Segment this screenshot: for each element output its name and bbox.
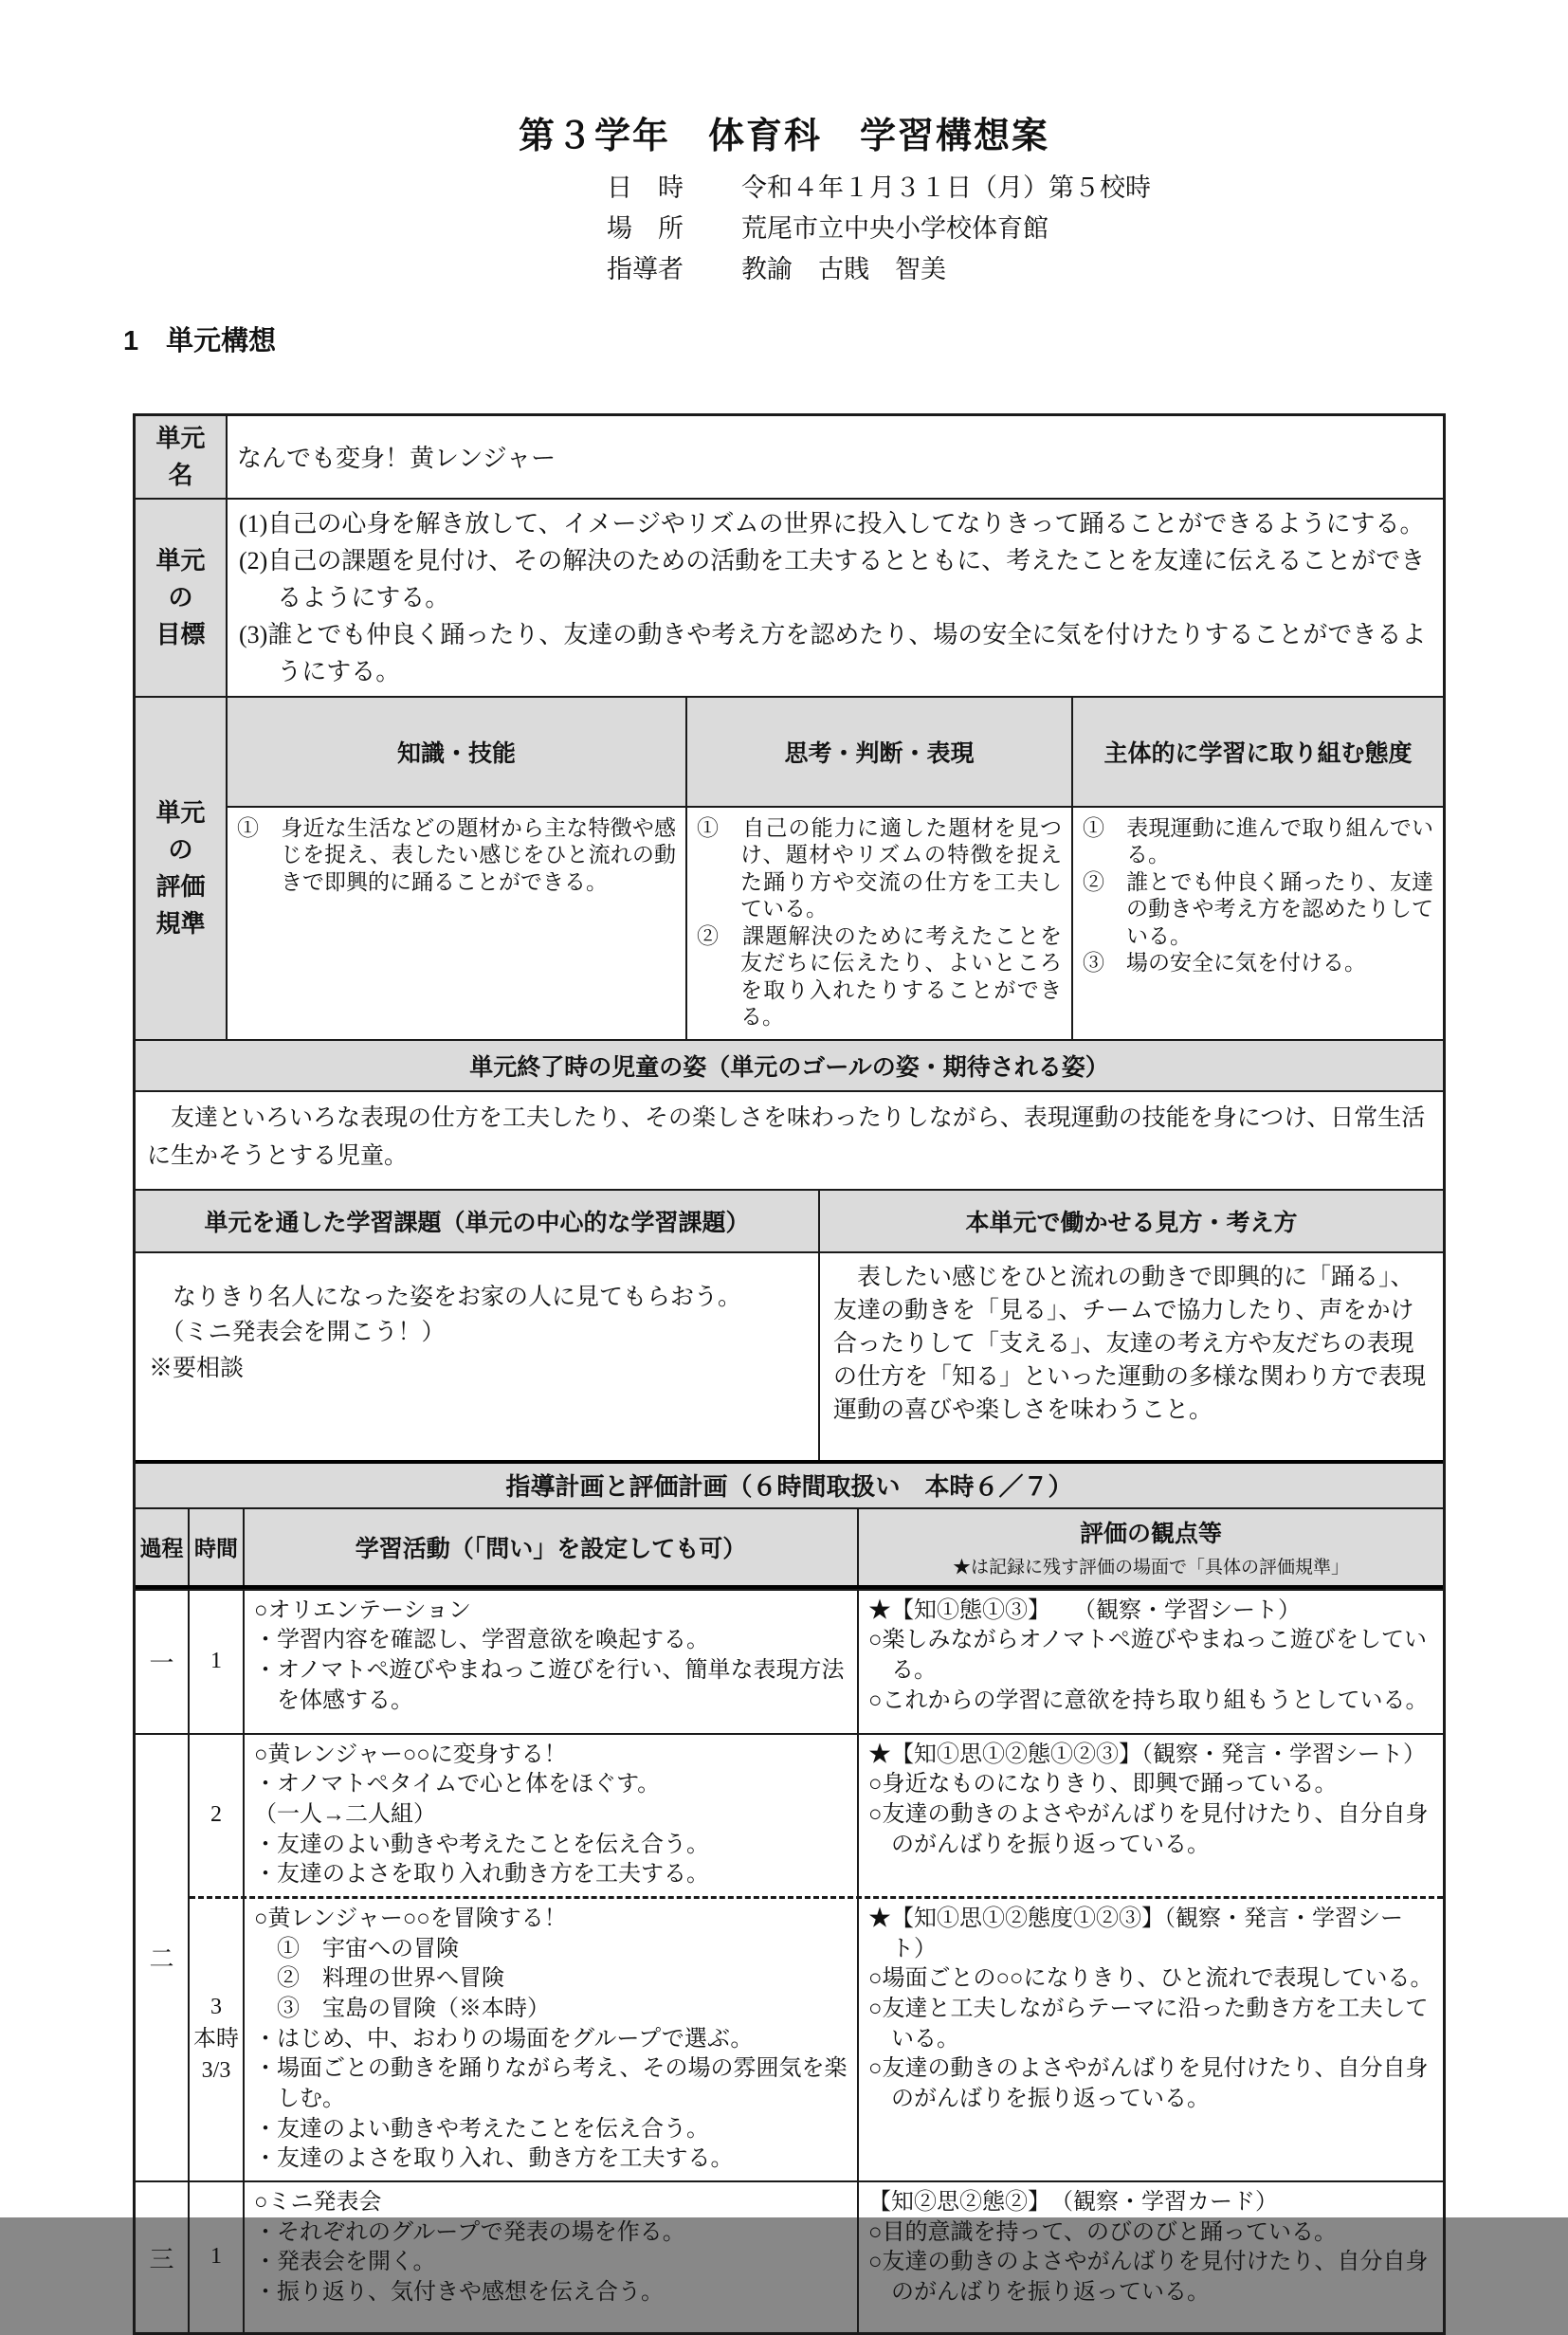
text-line: (2)自己の課題を見付け、その解決のための活動を工夫するとともに、考えたことを友達に伝えることができるようにする。 — [239, 546, 1426, 611]
text-line: 規準 — [155, 908, 206, 938]
text-line: ○友達の動きのよさやがんばりを見付けたり、自分自身のがんばりを振り返っている。 — [868, 2250, 1429, 2306]
plan-header-process: 過程 — [136, 1509, 190, 1585]
plan-row-1-evaluation — [859, 1591, 1443, 1733]
info-value-instructor: 教諭 古賎 智美 — [741, 255, 946, 284]
plan-row-2b-activity — [245, 1899, 859, 2180]
criteria-label — [136, 698, 228, 1039]
task-header: 単元を通した学習課題（単元の中心的な学習課題） — [136, 1191, 818, 1253]
text-line: ① 身近な生活などの題材から主な特徴や感じを捉え、表したい感じをひと流れの動きで即興的に踊ることができる。 — [237, 815, 676, 894]
info-line-instructor — [607, 249, 1568, 290]
text-line: （一人→二人組） — [254, 1802, 436, 1828]
plan-row-2a-evaluation — [859, 1735, 1443, 1896]
plan-header-row — [136, 1507, 1443, 1589]
criteria-bodies — [228, 808, 1443, 1039]
text-line: ・オノマトペタイムで心と体をほぐす。 — [254, 1772, 661, 1797]
plan-row-3-evaluation — [859, 2182, 1443, 2332]
text-line: ・友達のよさを取り入れ、動き方を工夫する。 — [254, 2146, 734, 2172]
text-line: 3/3 — [201, 2058, 231, 2084]
page-title: 第３学年 体育科 学習構想案 — [518, 117, 1049, 156]
criteria-header-thinking: 思考・判断・表現 — [687, 698, 1073, 806]
perspective-header: 本単元で働かせる見方・考え方 — [820, 1191, 1443, 1253]
text-line: ・発表会を開く。 — [254, 2250, 436, 2275]
plan-row-2b — [190, 1896, 1443, 2180]
text-line: ○身近なものになりきり、即興で踊っている。 — [868, 1772, 1338, 1797]
criteria-body-thinking — [687, 808, 1073, 1039]
text-line: ・友達のよい動きや考えたことを伝え合う。 — [254, 1832, 709, 1857]
text-line: (1)自己の心身を解き放して、イメージやリズムの世界に投入してなりきって踊ることができるようにする。 — [239, 509, 1425, 538]
unit-name-value: なんでも変身！黄レンジャー — [237, 445, 556, 473]
text-line: ○黄レンジャー○○に変身する！ — [254, 1742, 567, 1767]
text-line: ○ミニ発表会 — [254, 2190, 382, 2216]
info-value-datetime: 令和４年１月３１日（月）第５校時 — [741, 173, 1151, 202]
criteria-grid — [228, 698, 1443, 1039]
plan-row-2 — [136, 1733, 1443, 2180]
criteria-body-attitude — [1073, 808, 1443, 1039]
text-line: ★【知①態①③】 （観察・学習シート） — [868, 1597, 1301, 1623]
task-body — [136, 1253, 818, 1460]
plan-row-2-subrows — [190, 1735, 1443, 2180]
criteria-header-attitude: 主体的に学習に取り組む態度 — [1073, 698, 1443, 806]
text-line: ○友達の動きのよさやがんばりを見付けたり、自分自身のがんばりを振り返っている。 — [868, 1802, 1429, 1857]
text-line: ② 誰とでも仲良く踊ったり、友達の動きや考え方を認めたりしている。 — [1083, 869, 1433, 948]
info-line-datetime — [607, 168, 1568, 209]
text-line: ③ 場の安全に気を付ける。 — [1083, 951, 1366, 976]
unit-goal-label — [136, 500, 228, 696]
criteria-header-knowledge: 知識・技能 — [228, 698, 687, 806]
info-line-place — [607, 209, 1568, 249]
text-line: ・はじめ、中、おわりの場面をグループで選ぶ。 — [254, 2026, 754, 2052]
plan-header-time: 時間 — [190, 1509, 245, 1585]
plan-row-3-activity — [245, 2182, 859, 2332]
goal-image-header: 単元終了時の児童の姿（単元のゴールの姿・期待される姿） — [136, 1041, 1443, 1090]
text-line: ・友達のよさを取り入れ動き方を工夫する。 — [254, 1862, 709, 1888]
text-line: ★【知①思①②態度①②③】（観察・発言・学習シート） — [868, 1906, 1403, 1961]
text-line: 2 — [210, 1802, 222, 1828]
info-label-place: 場 所 — [607, 214, 684, 244]
text-line: ○これからの学習に意欲を持ち取り組もうとしている。 — [868, 1687, 1429, 1713]
unit-plan-table — [133, 413, 1446, 2335]
text-line: ・オノマトペ遊びやまねっこ遊びを行い、簡単な表現方法を体感する。 — [254, 1658, 845, 1713]
text-line: 1 — [210, 1648, 222, 1673]
criteria-body-knowledge — [228, 808, 687, 1039]
plan-row-3-time — [190, 2182, 245, 2332]
plan-header-evaluation-title: 評価の観点等 — [1079, 1521, 1222, 1548]
text-line: ○オリエンテーション — [254, 1597, 472, 1623]
text-line: ○楽しみながらオノマトペ遊びやまねっこ遊びをしている。 — [868, 1628, 1428, 1684]
plan-row-2a-activity — [245, 1735, 859, 1896]
text-line: ○友達の動きのよさやがんばりを見付けたり、自分自身のがんばりを振り返っている。 — [868, 2056, 1429, 2112]
text-line: 3 — [210, 1995, 222, 2020]
perspective-column — [820, 1191, 1443, 1460]
plan-row-1-process: 一 — [136, 1591, 190, 1733]
text-line: ※要相談 — [149, 1355, 245, 1381]
text-line: ・友達のよい動きや考えたことを伝え合う。 — [254, 2116, 709, 2142]
info-value-place: 荒尾市立中央小学校体育館 — [741, 214, 1048, 244]
criteria-headers — [228, 698, 1443, 808]
plan-row-2a-time — [190, 1735, 245, 1896]
text-line: 目標 — [155, 619, 206, 648]
plan-header-evaluation — [859, 1509, 1443, 1585]
goal-image-header-row — [136, 1039, 1443, 1090]
goal-image-body-row — [136, 1090, 1443, 1189]
plan-row-3 — [136, 2180, 1443, 2332]
plan-row-2b-evaluation — [859, 1899, 1443, 2180]
text-line: ○場面ごとの○○になりきり、ひと流れで表現している。 — [868, 1966, 1433, 1992]
unit-name-row — [136, 416, 1443, 498]
text-line: ○目的意識を持って、のびのびと踊っている。 — [868, 2219, 1338, 2245]
info-label-instructor: 指導者 — [607, 255, 684, 284]
text-line: ○黄レンジャー○○を冒険する！ — [254, 1906, 567, 1932]
plan-title: 指導計画と評価計画（６時間取扱い 本時６／７） — [136, 1464, 1443, 1507]
text-line: ② 課題解決のために考えたことを友だちに伝えたり、よいところを取り入れたりすることができる。 — [697, 923, 1062, 1030]
task-column — [136, 1191, 820, 1460]
text-line: ① 自己の能力に適した題材を見つけ、題材やリズムの特徴を捉えた踊り方や交流の仕方を工夫している。 — [697, 815, 1062, 921]
text-line: ★【知①思①②態①②③】（観察・発言・学習シート） — [868, 1742, 1426, 1767]
text-line: ・学習内容を確認し、学習意欲を喚起する。 — [254, 1628, 709, 1653]
text-line: なりきり名人になった姿をお家の人に見てもらおう。 — [149, 1284, 742, 1310]
plan-row-1-activity — [245, 1591, 859, 1733]
text-line: ・振り返り、気付きや感想を伝え合う。 — [254, 2280, 664, 2306]
plan-row-1-time — [190, 1591, 245, 1733]
text-line: （ミニ発表会を開こう！） — [149, 1320, 446, 1346]
unit-goal-row — [136, 498, 1443, 696]
text-line: ・場面ごとの動きを踊りながら考え、その場の雰囲気を楽しむ。 — [254, 2056, 848, 2112]
text-line: 評価 — [155, 871, 206, 901]
plan-title-row — [136, 1460, 1443, 1507]
plan-header-activity: 学習活動（「問い」を設定しても可） — [245, 1509, 859, 1585]
plan-row-2-process: 二 — [136, 1735, 190, 2180]
goal-image-body: 友達といろいろな表現の仕方を工夫したり、その楽しさを味わったりしながら、表現運動の技能を身につけ、日常生活に生かそうとする児童。 — [147, 1104, 1426, 1169]
plan-row-1 — [136, 1589, 1443, 1733]
text-line: (3)誰とでも仲良く踊ったり、友達の動きや考え方を認めたり、場の安全に気を付けたりすることができるようにする。 — [239, 620, 1427, 685]
section-heading-unit-plan: 1 単元構想 — [123, 325, 277, 356]
plan-row-2b-time — [190, 1899, 245, 2180]
text-line: 単元の — [155, 545, 206, 611]
unit-goal-text — [228, 500, 1443, 696]
plan-row-2a — [190, 1735, 1443, 1896]
text-line: ① 宇宙への冒険 — [254, 1936, 459, 1961]
text-line: ③ 宝島の冒険（※本時） — [254, 1997, 550, 2022]
text-line: ○友達と工夫しながらテーマに沿った動き方を工夫している。 — [868, 1997, 1429, 2052]
text-line: ① 表現運動に進んで取り組んでいる。 — [1083, 815, 1433, 867]
plan-header-evaluation-note: ★は記録に残す評価の場面で「具体の評価規準」 — [952, 1558, 1349, 1578]
criteria-row — [136, 696, 1443, 1039]
unit-name-label: 単元名 — [136, 416, 228, 498]
text-line: 1 — [210, 2244, 222, 2270]
text-line: 【知②思②態②】 （観察・学習カード） — [868, 2190, 1278, 2216]
text-line: 本時 — [193, 2026, 239, 2052]
task-perspective-row — [136, 1189, 1443, 1460]
header-info — [607, 168, 1568, 291]
perspective-body: 表したい感じをひと流れの動きで即興的に「踊る」、友達の動きを「見る」、チームで協力したり、声をかけ合ったりして「支える」、友達の考え方や友だちの表現の仕方を「知る」といった運動の多様な関わり方で表現運動の喜びや楽しさを味わうこと。 — [833, 1264, 1427, 1423]
info-label-datetime: 日 時 — [607, 173, 684, 202]
text-line: ② 料理の世界へ冒険 — [254, 1966, 504, 1992]
text-line: ・それぞれのグループで発表の場を作る。 — [254, 2219, 685, 2245]
text-line: 単元の — [155, 797, 206, 864]
plan-row-3-process: 三 — [136, 2182, 190, 2332]
